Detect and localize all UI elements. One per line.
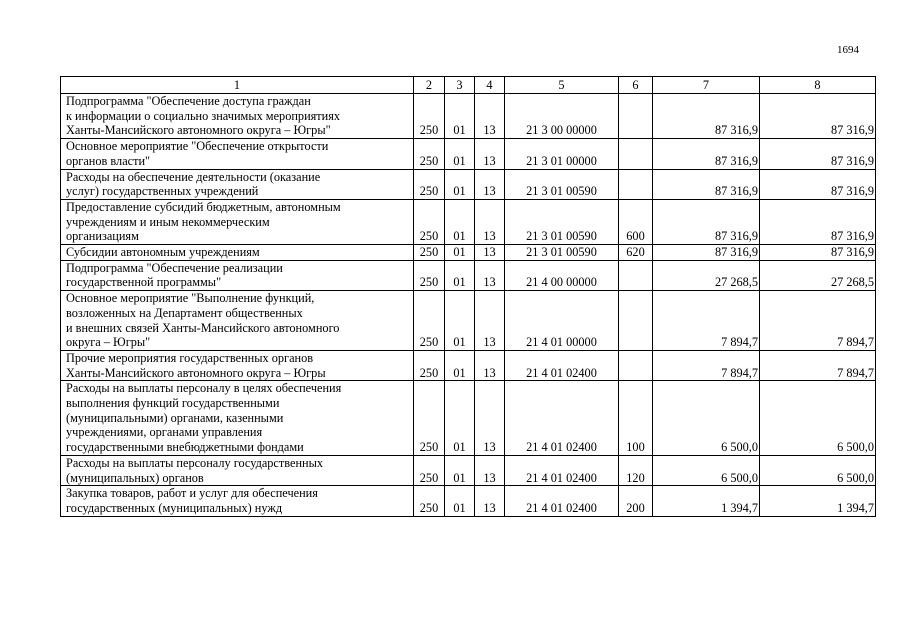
cell-target-article: 21 4 01 02400 bbox=[505, 350, 619, 380]
table-row bbox=[61, 381, 876, 456]
header-row bbox=[61, 77, 876, 94]
cell-target-article: 21 3 01 00590 bbox=[505, 199, 619, 244]
row-description: Подпрограмма "Обеспечение реализации государственной программы" bbox=[61, 260, 414, 290]
row-description: Расходы на обеспечение деятельности (оказание услуг) государственных учреждений bbox=[61, 169, 414, 199]
cell-target-article: 21 4 01 00000 bbox=[505, 291, 619, 351]
cell-subsection-code: 13 bbox=[475, 94, 505, 139]
cell-target-article: 21 3 01 00000 bbox=[505, 139, 619, 169]
cell-amount-col7: 87 316,9 bbox=[653, 199, 760, 244]
cell-target-article: 21 4 01 02400 bbox=[505, 455, 619, 485]
row-description: Закупка товаров, работ и услуг для обеспечения государственных (муниципальных) нужд bbox=[61, 486, 414, 516]
cell-subsection-code: 13 bbox=[475, 291, 505, 351]
cell-amount-col7: 6 500,0 bbox=[653, 455, 760, 485]
cell-ministry-code: 250 bbox=[414, 260, 445, 290]
cell-amount-col8: 6 500,0 bbox=[760, 455, 876, 485]
cell-section-code: 01 bbox=[445, 169, 475, 199]
cell-expense-type bbox=[619, 260, 653, 290]
table-row bbox=[61, 350, 876, 380]
row-description: Основное мероприятие "Обеспечение открытости органов власти" bbox=[61, 139, 414, 169]
cell-section-code: 01 bbox=[445, 139, 475, 169]
cell-amount-col8: 7 894,7 bbox=[760, 350, 876, 380]
column-header-6: 6 bbox=[619, 77, 653, 94]
cell-amount-col8: 87 316,9 bbox=[760, 139, 876, 169]
table-row bbox=[61, 245, 876, 261]
table-row bbox=[61, 169, 876, 199]
cell-ministry-code: 250 bbox=[414, 169, 445, 199]
cell-ministry-code: 250 bbox=[414, 486, 445, 516]
column-header-4: 4 bbox=[475, 77, 505, 94]
cell-subsection-code: 13 bbox=[475, 169, 505, 199]
cell-ministry-code: 250 bbox=[414, 381, 445, 456]
table-row bbox=[61, 199, 876, 244]
cell-section-code: 01 bbox=[445, 455, 475, 485]
cell-amount-col7: 7 894,7 bbox=[653, 350, 760, 380]
cell-expense-type bbox=[619, 291, 653, 351]
cell-target-article: 21 4 00 00000 bbox=[505, 260, 619, 290]
cell-amount-col8: 87 316,9 bbox=[760, 94, 876, 139]
row-description: Расходы на выплаты персоналу в целях обеспечения выполнения функций государственными (муниципальными) органами, казенными учреждениями, органами управления государственными внебюджетными фондами bbox=[61, 381, 414, 456]
page-number: 1694 bbox=[837, 44, 859, 56]
row-description: Расходы на выплаты персоналу государственных (муниципальных) органов bbox=[61, 455, 414, 485]
cell-subsection-code: 13 bbox=[475, 260, 505, 290]
cell-subsection-code: 13 bbox=[475, 245, 505, 261]
cell-section-code: 01 bbox=[445, 94, 475, 139]
cell-target-article: 21 4 01 02400 bbox=[505, 381, 619, 456]
row-description: Предоставление субсидий бюджетным, автономным учреждениям и иным некоммерческим организациям bbox=[61, 199, 414, 244]
cell-subsection-code: 13 bbox=[475, 455, 505, 485]
cell-expense-type: 100 bbox=[619, 381, 653, 456]
cell-amount-col7: 87 316,9 bbox=[653, 245, 760, 261]
cell-amount-col7: 87 316,9 bbox=[653, 94, 760, 139]
cell-amount-col7: 1 394,7 bbox=[653, 486, 760, 516]
cell-expense-type: 620 bbox=[619, 245, 653, 261]
cell-target-article: 21 3 01 00590 bbox=[505, 245, 619, 261]
cell-ministry-code: 250 bbox=[414, 139, 445, 169]
table-row bbox=[61, 455, 876, 485]
cell-amount-col7: 6 500,0 bbox=[653, 381, 760, 456]
table-body bbox=[61, 77, 876, 517]
column-header-2: 2 bbox=[414, 77, 445, 94]
cell-ministry-code: 250 bbox=[414, 455, 445, 485]
budget-table bbox=[60, 76, 876, 517]
cell-target-article: 21 3 01 00590 bbox=[505, 169, 619, 199]
cell-subsection-code: 13 bbox=[475, 350, 505, 380]
table-row bbox=[61, 486, 876, 516]
cell-amount-col8: 6 500,0 bbox=[760, 381, 876, 456]
cell-section-code: 01 bbox=[445, 291, 475, 351]
column-header-5: 5 bbox=[505, 77, 619, 94]
column-header-1: 1 bbox=[61, 77, 414, 94]
table-row bbox=[61, 260, 876, 290]
table-row bbox=[61, 94, 876, 139]
cell-ministry-code: 250 bbox=[414, 245, 445, 261]
cell-ministry-code: 250 bbox=[414, 94, 445, 139]
column-header-7: 7 bbox=[653, 77, 760, 94]
cell-expense-type: 200 bbox=[619, 486, 653, 516]
cell-section-code: 01 bbox=[445, 245, 475, 261]
cell-section-code: 01 bbox=[445, 486, 475, 516]
cell-amount-col7: 87 316,9 bbox=[653, 169, 760, 199]
cell-section-code: 01 bbox=[445, 350, 475, 380]
row-description: Субсидии автономным учреждениям bbox=[61, 245, 414, 261]
cell-expense-type: 600 bbox=[619, 199, 653, 244]
cell-section-code: 01 bbox=[445, 381, 475, 456]
row-description: Прочие мероприятия государственных органов Ханты-Мансийского автономного округа – Югры bbox=[61, 350, 414, 380]
cell-amount-col8: 87 316,9 bbox=[760, 245, 876, 261]
cell-expense-type bbox=[619, 169, 653, 199]
cell-section-code: 01 bbox=[445, 260, 475, 290]
cell-ministry-code: 250 bbox=[414, 199, 445, 244]
table-row bbox=[61, 291, 876, 351]
cell-subsection-code: 13 bbox=[475, 199, 505, 244]
cell-subsection-code: 13 bbox=[475, 381, 505, 456]
cell-subsection-code: 13 bbox=[475, 486, 505, 516]
cell-expense-type: 120 bbox=[619, 455, 653, 485]
row-description: Основное мероприятие "Выполнение функций, возложенных на Департамент общественных и внешних связей Ханты-Мансийского автономного округа – Югры" bbox=[61, 291, 414, 351]
cell-ministry-code: 250 bbox=[414, 350, 445, 380]
cell-amount-col8: 27 268,5 bbox=[760, 260, 876, 290]
cell-expense-type bbox=[619, 350, 653, 380]
cell-amount-col8: 1 394,7 bbox=[760, 486, 876, 516]
cell-amount-col7: 7 894,7 bbox=[653, 291, 760, 351]
cell-amount-col8: 87 316,9 bbox=[760, 169, 876, 199]
column-header-8: 8 bbox=[760, 77, 876, 94]
cell-target-article: 21 4 01 02400 bbox=[505, 486, 619, 516]
cell-amount-col7: 27 268,5 bbox=[653, 260, 760, 290]
cell-section-code: 01 bbox=[445, 199, 475, 244]
cell-ministry-code: 250 bbox=[414, 291, 445, 351]
table-row bbox=[61, 139, 876, 169]
cell-expense-type bbox=[619, 94, 653, 139]
cell-amount-col8: 87 316,9 bbox=[760, 199, 876, 244]
cell-amount-col8: 7 894,7 bbox=[760, 291, 876, 351]
cell-expense-type bbox=[619, 139, 653, 169]
cell-target-article: 21 3 00 00000 bbox=[505, 94, 619, 139]
row-description: Подпрограмма "Обеспечение доступа граждан к информации о социально значимых мероприятиях Ханты-Мансийского автономного округа – Югры" bbox=[61, 94, 414, 139]
cell-amount-col7: 87 316,9 bbox=[653, 139, 760, 169]
column-header-3: 3 bbox=[445, 77, 475, 94]
cell-subsection-code: 13 bbox=[475, 139, 505, 169]
